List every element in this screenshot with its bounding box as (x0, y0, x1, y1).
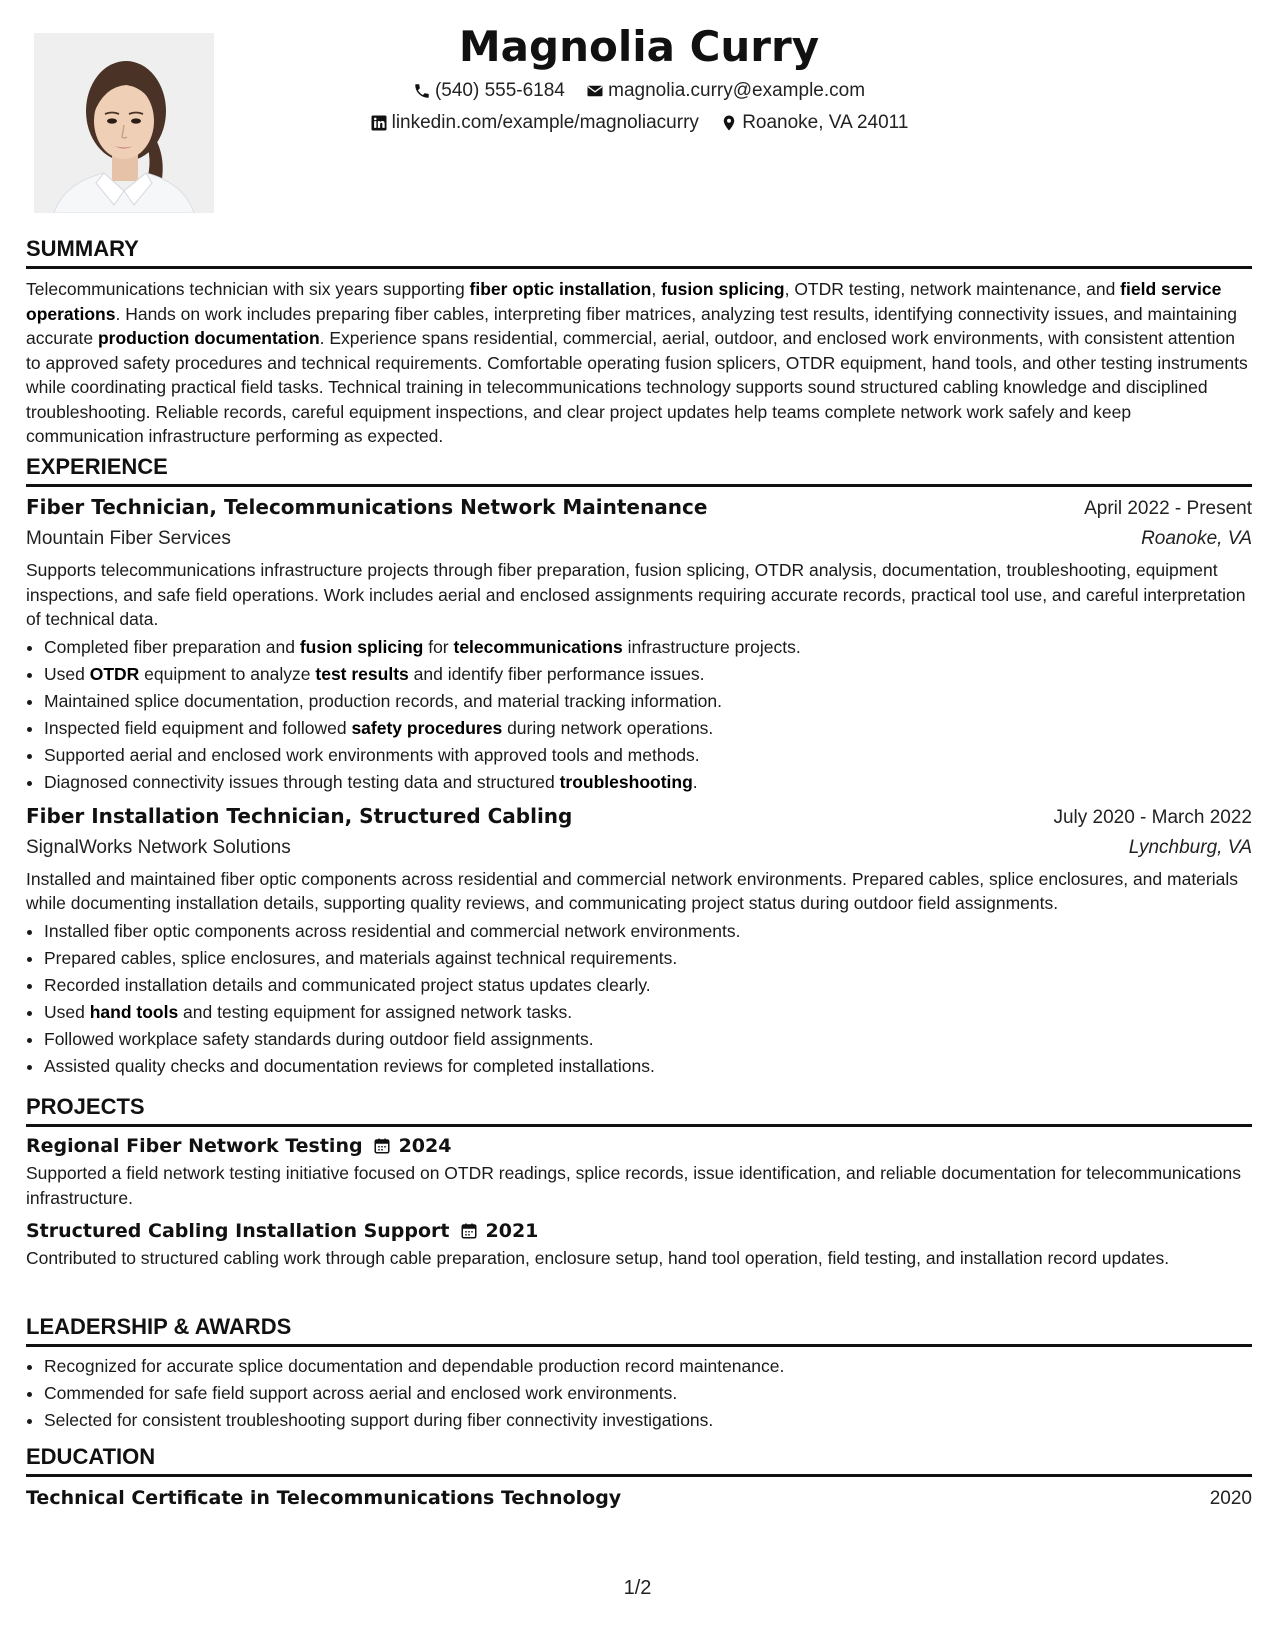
map-pin-icon (720, 114, 738, 132)
calendar-icon (460, 1222, 478, 1240)
phone-contact[interactable] (413, 80, 565, 102)
job-bullet: • Installed fiber optic components across residential and commercial network environments. (44, 918, 1252, 945)
job-bullet: • Maintained splice documentation, production records, and material tracking information. (44, 688, 1252, 715)
section-title: EDUCATION (26, 1444, 1252, 1477)
job-bullet: • Used OTDR equipment to analyze test results and identify fiber performance issues. (44, 661, 1252, 688)
degree-year: 2020 (1209, 1488, 1252, 1509)
job-bullet: • Prepared cables, splice enclosures, and materials against technical requirements. (44, 945, 1252, 972)
contact-line-secondary (26, 112, 1252, 138)
job-bullet: • Diagnosed connectivity issues through testing data and structured troubleshooting. (44, 769, 1252, 796)
phone-icon (413, 82, 431, 100)
job-bullets (26, 918, 1252, 1080)
project-year: 2024 (398, 1135, 452, 1157)
education-entry (26, 1487, 1252, 1510)
job-bullets (26, 634, 1252, 796)
degree-title: Technical Certificate in Telecommunications Technology (26, 1487, 622, 1509)
award-item: • Recognized for accurate splice documentation and dependable production record maintenance. (44, 1353, 1252, 1380)
summary-section (26, 236, 1252, 449)
job-date: July 2020 - March 2022 (1053, 806, 1252, 828)
job-bullet: • Supported aerial and enclosed work environments with approved tools and methods. (44, 742, 1252, 769)
job-bullet: • Completed fiber preparation and fusion splicing for telecommunications infrastructure projects. (44, 634, 1252, 661)
awards-section (26, 1314, 1252, 1434)
projects-section (26, 1094, 1252, 1271)
job-entry (26, 804, 1252, 1080)
job-location: Lynchburg, VA (1128, 836, 1252, 858)
award-item: • Selected for consistent troubleshooting support during fiber connectivity investigations. (44, 1407, 1252, 1434)
section-title: EXPERIENCE (26, 454, 1252, 487)
education-section (26, 1444, 1252, 1510)
project-description: Supported a field network testing initiative focused on OTDR readings, splice records, issue identification, and reliable documentation for telecommunications infrastructure. (26, 1163, 1241, 1208)
linkedin-contact[interactable] (370, 112, 699, 134)
job-title: Fiber Technician, Telecommunications Network Maintenance (26, 495, 708, 519)
location-contact (720, 112, 908, 134)
job-title: Fiber Installation Technician, Structured Cabling (26, 803, 573, 828)
company-name: Mountain Fiber Services (26, 528, 231, 549)
job-description: Supports telecommunications infrastructure projects through fiber preparation, fusion splicing, OTDR analysis, documentation, troubleshooting, equipment inspections, and safe field operations. Work includes aerial and enclosed assignments requiring accurate records, practical tool use, and careful interpretation of technical data. (26, 560, 1246, 629)
linkedin-text: linkedin.com/example/magnoliacurry (391, 112, 699, 133)
section-title: PROJECTS (26, 1094, 1252, 1127)
email-contact[interactable] (586, 80, 865, 102)
job-bullet: • Inspected field equipment and followed safety procedures during network operations. (44, 715, 1252, 742)
section-title: LEADERSHIP & AWARDS (26, 1314, 1252, 1347)
job-entry (26, 495, 1252, 796)
project-title: Structured Cabling Installation Support (26, 1220, 450, 1242)
page-number: 1/2 (623, 1577, 652, 1599)
project-entry (26, 1135, 1252, 1210)
job-date: April 2022 - Present (1084, 498, 1252, 519)
job-bullet: • Followed workplace safety standards during outdoor field assignments. (44, 1026, 1252, 1053)
project-description: Contributed to structured cabling work through cable preparation, enclosure setup, hand tool operation, field testing, and installation record updates. (26, 1248, 1170, 1268)
contact-line-primary (26, 80, 1252, 106)
project-year: 2021 (485, 1220, 539, 1242)
company-name: SignalWorks Network Solutions (26, 836, 291, 858)
job-description: Installed and maintained fiber optic components across residential and commercial network environments. Prepared cables, splice enclosures, and materials while documenting installation details, supporting quality reviews, and communicating project status during outdoor field assignments. (26, 868, 1239, 913)
project-title: Regional Fiber Network Testing (26, 1135, 363, 1157)
job-bullet: • Recorded installation details and communicated project status updates clearly. (44, 972, 1252, 999)
experience-section (26, 454, 1252, 1080)
email-text: magnolia.curry@example.com (608, 80, 866, 101)
phone-text: (540) 555-6184 (434, 80, 565, 101)
job-bullet: • Used hand tools and testing equipment for assigned network tasks. (44, 999, 1252, 1026)
job-bullet: • Assisted quality checks and documentation reviews for completed installations. (44, 1053, 1252, 1080)
envelope-icon (586, 82, 604, 100)
candidate-name: Magnolia Curry (458, 22, 820, 71)
job-location: Roanoke, VA (1141, 528, 1252, 549)
calendar-icon (373, 1137, 391, 1155)
awards-list (26, 1353, 1252, 1434)
project-entry (26, 1220, 1252, 1271)
linkedin-icon (370, 114, 388, 132)
location-text: Roanoke, VA 24011 (742, 112, 909, 133)
award-item: • Commended for safe field support across aerial and enclosed work environments. (44, 1380, 1252, 1407)
summary-text: Telecommunications technician with six years supporting fiber optic installation, fusion splicing, OTDR testing, network maintenance, and field service operations. Hands on work includes preparing fiber cables, interpreting fiber matrices, analyzing test results, identifying connectivity issues, and maintaining accurate production documentation. Experience spans residential, commercial, aerial, outdoor, and enclosed work environments, with consistent attention to approved safety procedures and technical requirements. Comfortable operating fusion splicers, OTDR equipment, hand tools, and other testing instruments while coordinating practical field tasks. Technical training in telecommunications technology supports sound structured cabling knowledge and disciplined troubleshooting. Reliable records, careful equipment inspections, and clear project updates help teams complete network work safely and keep communication infrastructure performing as expected. (26, 279, 1248, 446)
section-title: SUMMARY (26, 236, 1252, 269)
